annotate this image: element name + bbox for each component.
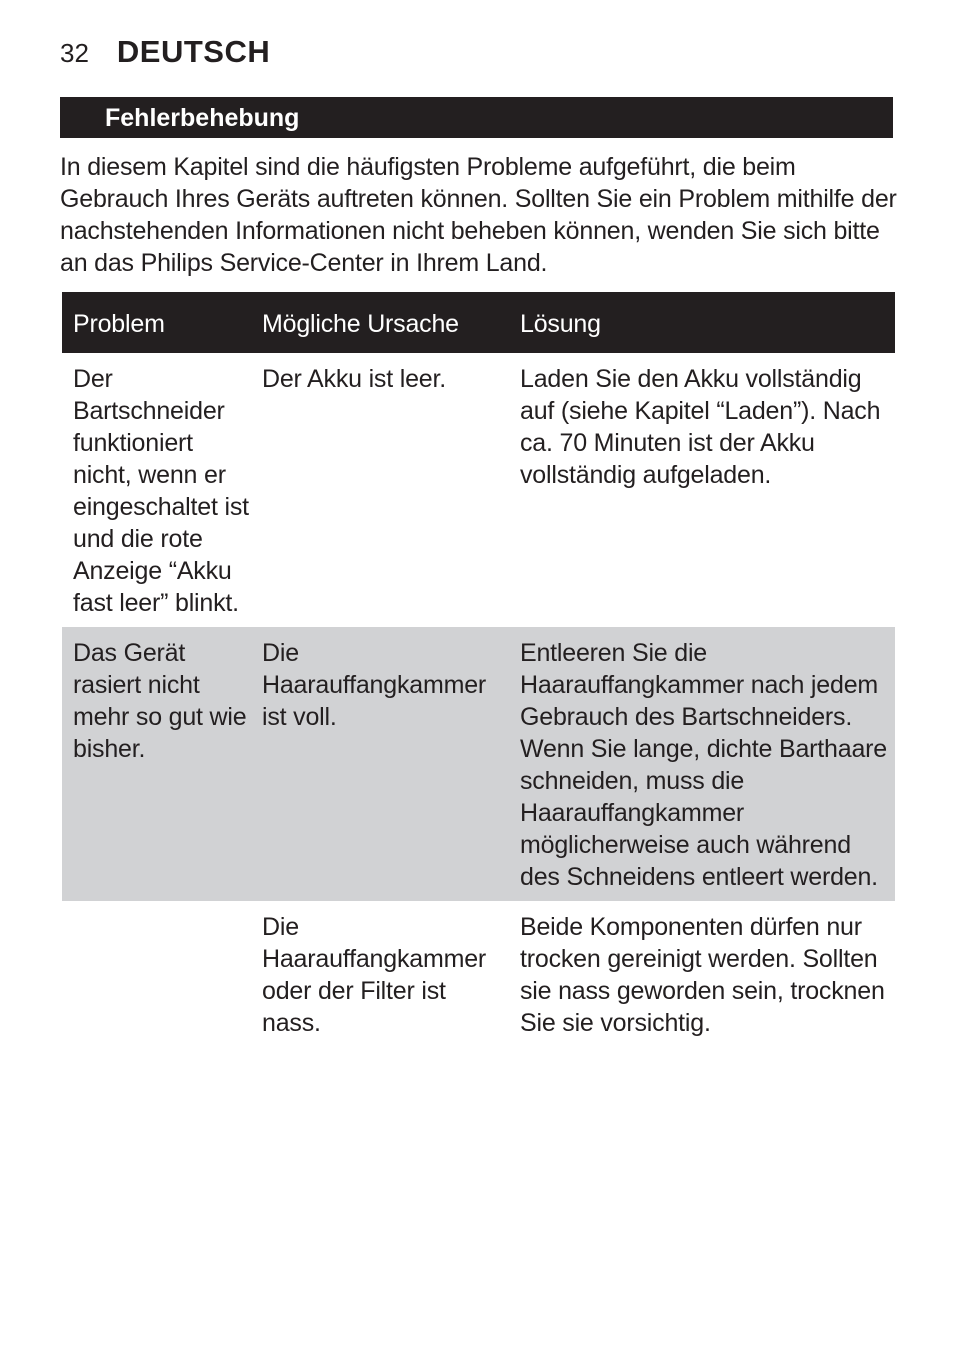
section-title-bar	[60, 97, 893, 138]
table-header-row	[62, 292, 895, 353]
header-solution: Lösung	[509, 292, 895, 353]
page-header	[60, 34, 270, 70]
language-title: DEUTSCH	[116, 34, 271, 69]
cause-cell: Die Haarauffangkammer oder der Filter ist nass.	[262, 913, 487, 1037]
troubleshooting-table	[62, 292, 895, 1047]
page-number: 32	[60, 38, 89, 68]
table-row	[62, 627, 895, 901]
table-row	[62, 353, 895, 627]
problem-cell	[62, 901, 251, 1047]
problem-cell: Der Bartschneider funktioniert nicht, wenn er eingeschaltet ist und die rote Anzeige “Akku fast leer” blinkt.	[73, 365, 249, 617]
problem-cell: Das Gerät rasiert nicht mehr so gut wie bisher.	[62, 627, 251, 901]
solution-cell: Beide Komponenten dürfen nur trocken gereinigt werden. Sollten sie nass geworden sein, trocknen Sie sie vorsichtig.	[520, 913, 885, 1037]
solution-cell: Entleeren Sie die Haarauffangkammer nach jedem Gebrauch des Bartschneiders. Wenn Sie lange, dichte Barthaare schneiden, muss die Haarauffangkammer möglicherweise auch während des Schneidens entleert werden.	[509, 627, 895, 901]
section-title: Fehlerbehebung	[105, 104, 300, 132]
cause-cell: Der Akku ist leer.	[262, 365, 446, 393]
cause-cell: Die Haarauffangkammer ist voll.	[251, 627, 509, 901]
table-row	[62, 901, 895, 1047]
header-problem: Problem	[62, 292, 251, 353]
header-cause: Mögliche Ursache	[251, 292, 509, 353]
intro-paragraph: In diesem Kapitel sind die häufigsten Probleme aufgeführt, die beim Gebrauch Ihres Geräts auftreten können. Sollten Sie ein Problem mithilfe der nachstehenden Informationen nicht beheben können, wenden Sie sich bitte an das Philips Service-Center in Ihrem Land.	[60, 153, 897, 277]
solution-cell: Laden Sie den Akku vollständig auf (siehe Kapitel “Laden”). Nach ca. 70 Minuten ist der Akku vollständig aufgeladen.	[520, 365, 881, 489]
